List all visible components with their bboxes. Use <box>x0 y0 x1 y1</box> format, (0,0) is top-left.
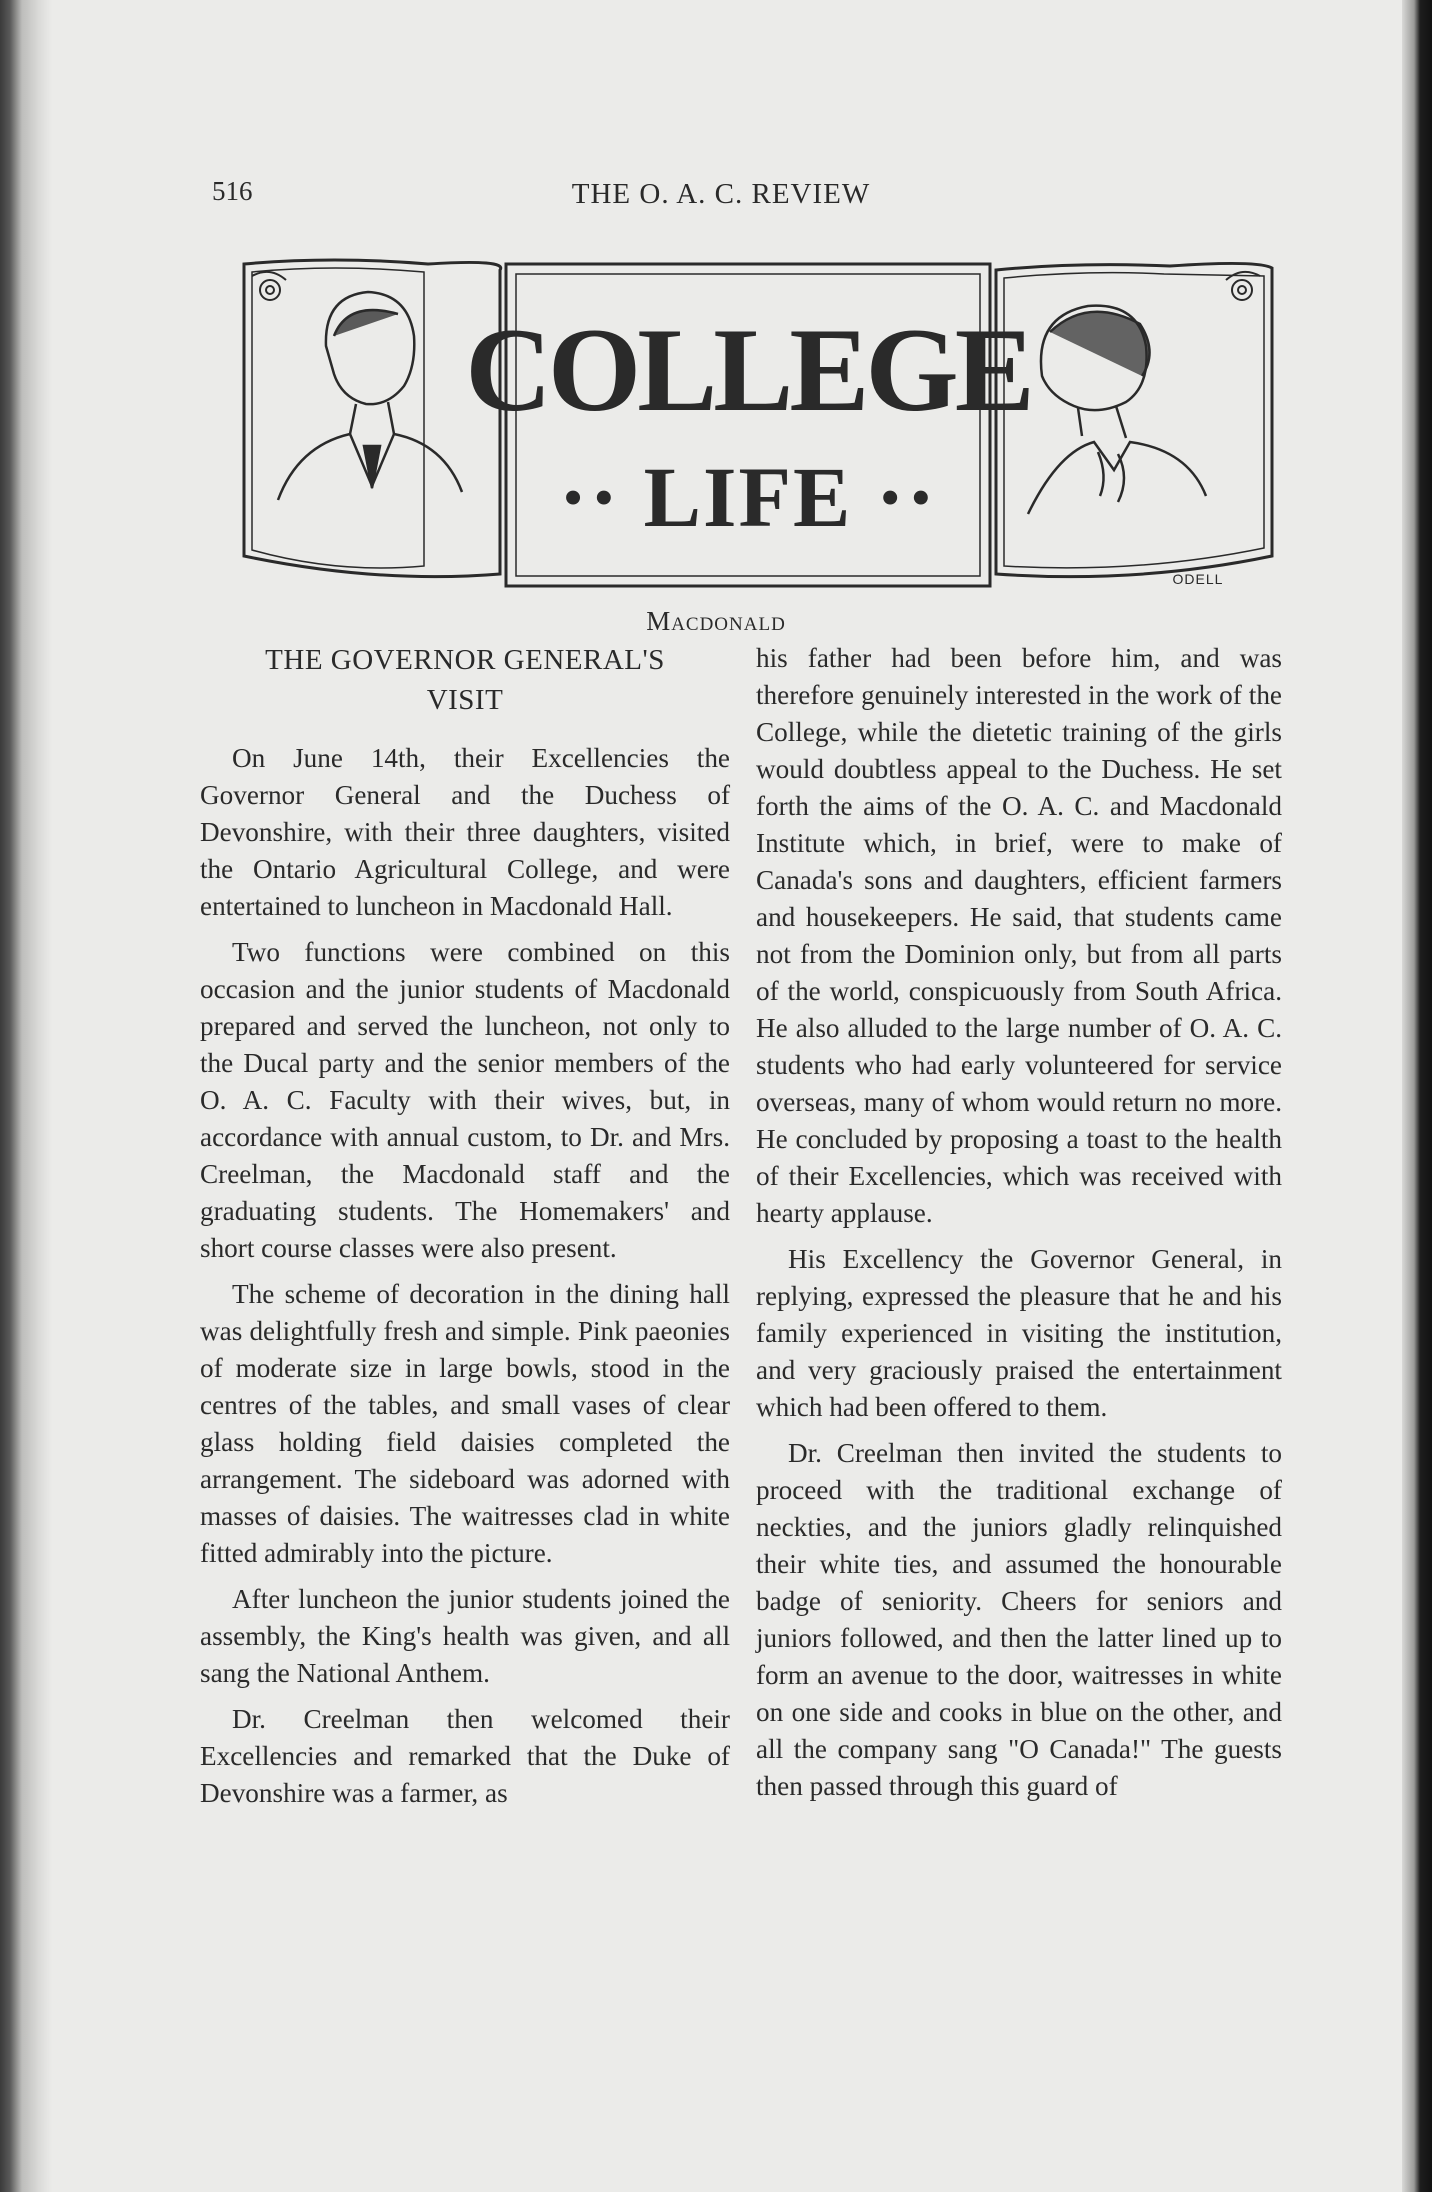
paragraph-continuation: his father had been before him, and was therefore genuinely interested in the work of the College, while the dietetic training of the girls would doubtless appeal to the Duchess. He set forth the aims of the O. A. C. and Macdonald Institute which, in brief, were to make of Canada's sons and daughters, efficient farmers and housekeepers. He said, that students came not from the Dominion only, but from all parts of the world, conspicuously from South Africa. He also alluded to the large number of O. A. C. students who had early volunteered for service overseas, many of whom would return no more. He concluded by proposing a toast to the health of their Excellencies, which was received with hearty applause. <box>756 643 1282 1228</box>
paragraph: Dr. Creelman then welcomed their Excellencies and remarked that the Duke of Devonshire was a farmer, as <box>200 1704 730 1808</box>
article-heading <box>200 640 730 720</box>
article-heading-line-2: VISIT <box>426 684 504 716</box>
page-number: 516 <box>212 176 253 206</box>
paragraph: The scheme of decoration in the dining hall was delightfully fresh and simple. Pink paeonies of moderate size in large bowls, stood in the centres of the tables, and small vases of clear glass holding field daisies completed the arrangement. The sideboard was adorned with masses of daisies. The waitresses clad in white fitted admirably into the picture. <box>200 1279 730 1568</box>
section-label: Macdonald <box>646 606 786 636</box>
paragraph: After luncheon the junior students joined the assembly, the King's health was given, and all sang the National Anthem. <box>200 1584 730 1688</box>
right-column <box>756 640 1282 1814</box>
paragraph: His Excellency the Governor General, in replying, expressed the pleasure that he and his family experienced in visiting the institution, and very graciously praised the entertainment which had been offered to them. <box>756 1244 1282 1422</box>
woman-portrait-illustration <box>1028 306 1206 514</box>
paragraph: On June 14th, their Excellencies the Governor General and the Duchess of Devonshire, with their three daughters, visited the Ontario Agricultural College, and were entertained to luncheon in Macdonald Hall. <box>200 743 730 921</box>
page-binding-left <box>0 0 52 2192</box>
paragraph: Two functions were combined on this occasion and the junior students of Macdonald prepared and served the luncheon, not only to the Ducal party and the senior members of the O. A. C. Faculty with their wives, but, in accordance with annual custom, to Dr. and Mrs. Creelman, the Macdonald staff and the graduating students. The Homemakers' and short course classes were also present. <box>200 937 730 1263</box>
college-life-banner <box>238 256 1278 596</box>
page-binding-right <box>1402 0 1432 2192</box>
paragraph: Dr. Creelman then invited the students to proceed with the traditional exchange of neckties, and the juniors gladly relinquished their white ties, and assumed the honourable badge of seniority. Cheers for seniors and juniors followed, and then the latter lined up to form an avenue to the door, waitresses in white on one side and cooks in blue on the other, and all the company sang "O Canada!" The guests then passed through this guard of <box>756 1438 1282 1801</box>
running-title: THE O. A. C. REVIEW <box>571 178 871 210</box>
artist-signature: ODELL <box>1172 571 1224 587</box>
page-header <box>212 176 1230 220</box>
article-heading-line-1: THE GOVERNOR GENERAL'S <box>265 644 665 676</box>
man-portrait-illustration <box>278 292 462 500</box>
left-column <box>200 640 730 1821</box>
banner-title-life: ·· LIFE ·· <box>558 449 938 545</box>
banner-title-college: COLLEGE <box>465 303 1031 436</box>
